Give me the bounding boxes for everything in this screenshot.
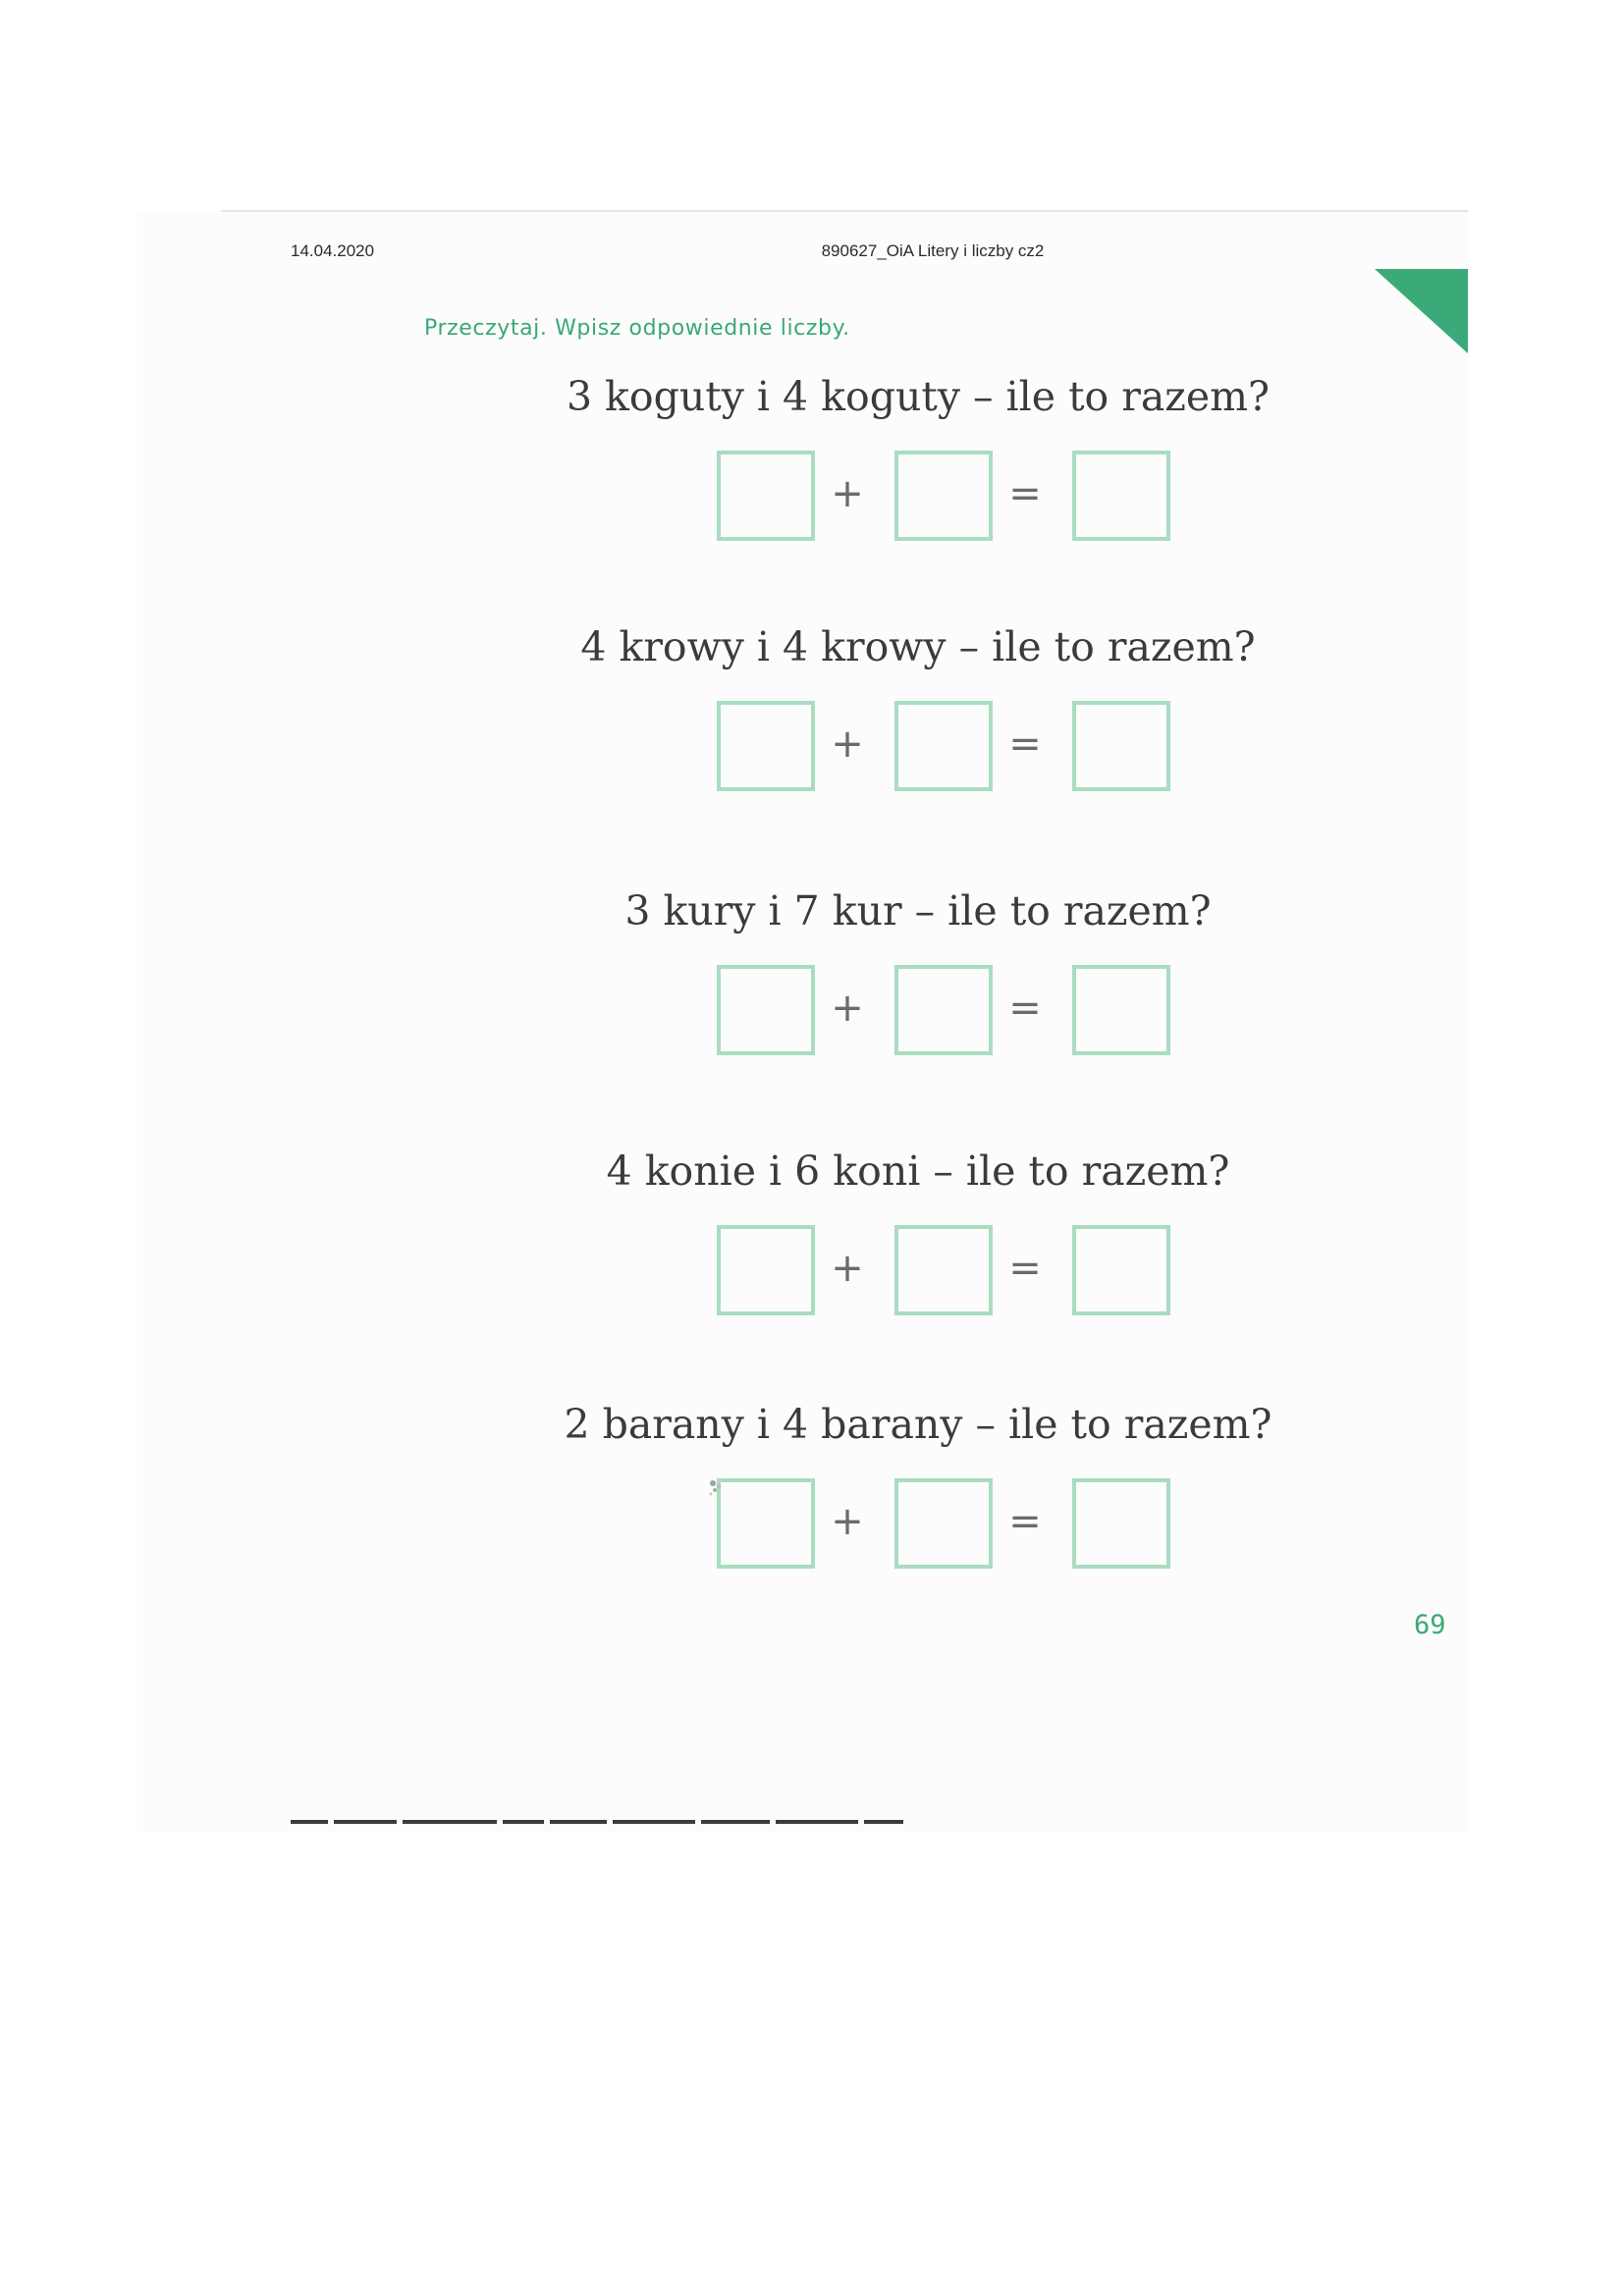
problem-question: 4 konie i 6 koni – ile to razem?	[606, 1148, 1230, 1195]
answer-box-sum[interactable]	[1072, 701, 1170, 791]
page-number: 69	[1414, 1610, 1446, 1640]
problem-question: 3 kury i 7 kur – ile to razem?	[624, 887, 1212, 934]
problem-5	[550, 1400, 1286, 1571]
equation-row	[550, 1478, 1286, 1571]
answer-box-sum[interactable]	[1072, 451, 1170, 541]
equation-row	[550, 1225, 1286, 1317]
answer-box-first-addend[interactable]	[717, 701, 815, 791]
problem-1	[550, 372, 1286, 543]
equals-sign: =	[1008, 986, 1042, 1031]
problem-question: 4 krowy i 4 krowy – ile to razem?	[580, 623, 1256, 670]
answer-box-second-addend[interactable]	[894, 1225, 993, 1315]
plus-sign: +	[831, 986, 864, 1031]
equals-sign: =	[1008, 1499, 1042, 1544]
answer-box-sum[interactable]	[1072, 965, 1170, 1055]
problem-4	[550, 1147, 1286, 1317]
plus-sign: +	[831, 1246, 864, 1291]
plus-sign: +	[831, 471, 864, 516]
equation-row	[550, 701, 1286, 793]
plus-sign: +	[831, 1499, 864, 1544]
equals-sign: =	[1008, 471, 1042, 516]
problem-3	[550, 886, 1286, 1057]
print-date: 14.04.2020	[291, 241, 375, 260]
document-title: 890627_OiA Litery i liczby cz2	[821, 241, 1045, 260]
corner-triangle-decoration	[1375, 269, 1468, 353]
answer-box-first-addend[interactable]	[717, 1225, 815, 1315]
answer-box-first-addend[interactable]	[717, 451, 815, 541]
equation-row	[550, 451, 1286, 543]
page-edge-line	[221, 210, 1468, 212]
answer-box-second-addend[interactable]	[894, 1478, 993, 1569]
problem-2	[550, 622, 1286, 793]
answer-box-first-addend[interactable]	[717, 965, 815, 1055]
plus-sign: +	[831, 721, 864, 767]
exercise-instruction: Przeczytaj. Wpisz odpowiednie liczby.	[424, 316, 850, 341]
equals-sign: =	[1008, 1246, 1042, 1291]
equation-row	[550, 965, 1286, 1057]
answer-box-first-addend[interactable]	[717, 1478, 815, 1569]
cropped-url-footer	[291, 1818, 919, 1828]
problem-question: 3 koguty i 4 koguty – ile to razem?	[566, 373, 1271, 420]
answer-box-second-addend[interactable]	[894, 451, 993, 541]
answer-box-second-addend[interactable]	[894, 965, 993, 1055]
answer-box-sum[interactable]	[1072, 1225, 1170, 1315]
answer-box-second-addend[interactable]	[894, 701, 993, 791]
answer-box-sum[interactable]	[1072, 1478, 1170, 1569]
equals-sign: =	[1008, 721, 1042, 767]
problem-question: 2 barany i 4 barany – ile to razem?	[564, 1401, 1272, 1448]
scan-speck-decoration	[705, 1475, 727, 1501]
